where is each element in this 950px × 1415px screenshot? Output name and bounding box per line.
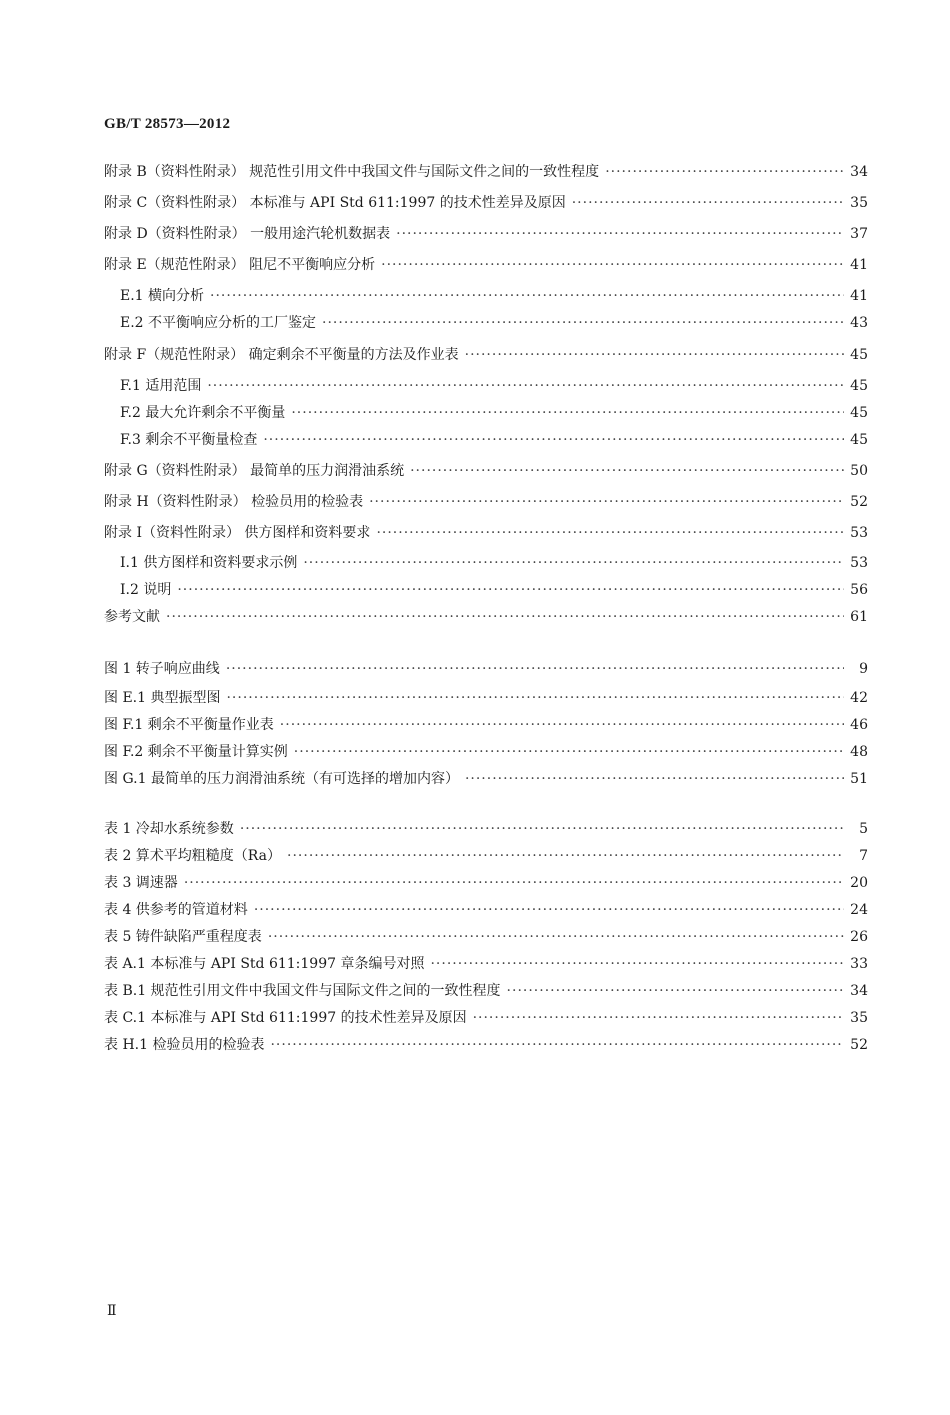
- toc-entry-page: 50: [850, 463, 868, 479]
- toc-entry-page: 7: [859, 848, 868, 864]
- toc-entry[interactable]: [120, 403, 868, 423]
- toc-entry-page: 42: [850, 690, 868, 706]
- toc-entry-page: 51: [850, 771, 868, 787]
- toc-entry[interactable]: [120, 286, 868, 306]
- toc-entry-label: I.2 说明: [120, 582, 172, 598]
- toc-entry[interactable]: [104, 1035, 868, 1055]
- toc-entry-label: 表 3 调速器: [104, 875, 178, 891]
- dot-leader: [473, 1008, 844, 1028]
- dot-leader: [240, 819, 844, 839]
- toc-entry-label: 表 B.1 规范性引用文件中我国文件与国际文件之间的一致性程度: [104, 983, 501, 999]
- dot-leader: [210, 286, 844, 306]
- toc-entry-page: 33: [850, 956, 868, 972]
- dot-leader: [270, 1035, 844, 1055]
- dot-leader: [303, 553, 844, 573]
- dot-leader: [572, 193, 844, 213]
- toc-entry-page: 34: [850, 983, 868, 999]
- toc-entry[interactable]: [104, 345, 868, 365]
- toc-entry-page: 45: [850, 432, 868, 448]
- dot-leader: [294, 742, 844, 762]
- dot-leader: [268, 927, 844, 947]
- toc-entry-label: I.1 供方图样和资料要求示例: [120, 555, 298, 571]
- dot-leader: [396, 224, 844, 244]
- toc-entry-page: 37: [850, 226, 868, 242]
- toc-entry-label: 表 C.1 本标准与 API Std 611:1997 的技术性差异及原因: [104, 1010, 467, 1026]
- toc-entry-label: 附录 D（资料性附录） 一般用途汽轮机数据表: [104, 226, 391, 242]
- dot-leader: [410, 461, 844, 481]
- toc-entry-label: 图 G.1 最简单的压力润滑油系统（有可选择的增加内容）: [104, 771, 459, 787]
- dot-leader: [177, 580, 844, 600]
- dot-leader: [207, 376, 844, 396]
- toc-entry[interactable]: [104, 461, 868, 481]
- toc-entry-label: 图 E.1 典型振型图: [104, 690, 221, 706]
- dot-leader: [291, 403, 844, 423]
- toc-entry-page: 41: [850, 288, 868, 304]
- dot-leader: [605, 162, 844, 182]
- toc-entry-page: 46: [850, 717, 868, 733]
- toc-entry-page: 45: [850, 405, 868, 421]
- dot-leader: [369, 492, 844, 512]
- dot-leader: [507, 981, 844, 1001]
- toc-entry-page: 41: [850, 257, 868, 273]
- toc-entry-label: 附录 B（资料性附录） 规范性引用文件中我国文件与国际文件之间的一致性程度: [104, 164, 600, 180]
- dot-leader: [226, 688, 844, 708]
- document-code: GB/T 28573—2012: [104, 116, 231, 132]
- toc-entry-page: 52: [850, 1037, 868, 1053]
- toc-entry-label: F.2 最大允许剩余不平衡量: [120, 405, 286, 421]
- dot-leader: [465, 769, 844, 789]
- toc-entry[interactable]: [104, 927, 868, 947]
- dot-leader: [376, 523, 844, 543]
- toc-entry-page: 5: [859, 821, 868, 837]
- dot-leader: [287, 846, 844, 866]
- dot-leader: [381, 255, 844, 275]
- toc-entry[interactable]: [104, 954, 868, 974]
- toc-entry[interactable]: [104, 255, 868, 275]
- dot-leader: [166, 607, 844, 627]
- toc-entry-label: F.3 剩余不平衡量检查: [120, 432, 258, 448]
- toc-entry[interactable]: [120, 553, 868, 573]
- toc-entry-page: 53: [850, 525, 868, 541]
- dot-leader: [280, 715, 844, 735]
- toc-entry-label: F.1 适用范围: [120, 378, 202, 394]
- toc-entry-label: 图 F.1 剩余不平衡量作业表: [104, 717, 274, 733]
- toc-entry-label: 表 5 铸件缺陷严重程度表: [104, 929, 262, 945]
- toc-entry-label: 参考文献: [104, 609, 160, 625]
- toc-entry-label: 图 1 转子响应曲线: [104, 661, 220, 677]
- toc-entry-label: 表 2 算术平均粗糙度（Ra）: [104, 848, 282, 864]
- toc-entry[interactable]: [104, 715, 868, 735]
- toc-entry-page: 45: [850, 347, 868, 363]
- toc-entry[interactable]: [120, 580, 868, 600]
- toc-entry[interactable]: [120, 376, 868, 396]
- toc-entry[interactable]: [104, 769, 868, 789]
- toc-entry[interactable]: [104, 846, 868, 866]
- dot-leader: [263, 430, 844, 450]
- toc-entry-label: 表 H.1 检验员用的检验表: [104, 1037, 265, 1053]
- toc-entry-page: 34: [850, 164, 868, 180]
- dot-leader: [226, 659, 844, 679]
- toc-entry[interactable]: [104, 900, 868, 920]
- toc-entry-page: 9: [859, 661, 868, 677]
- page-number: Ⅱ: [107, 1303, 117, 1319]
- toc-entry[interactable]: [104, 224, 868, 244]
- toc-entry-page: 26: [850, 929, 868, 945]
- toc-entry[interactable]: [104, 873, 868, 893]
- toc-entry-page: 61: [850, 609, 868, 625]
- toc-entry-page: 53: [850, 555, 868, 571]
- toc-entry[interactable]: [104, 688, 868, 708]
- toc-entry-label: E.1 横向分析: [120, 288, 205, 304]
- toc-entry-label: 附录 H（资料性附录） 检验员用的检验表: [104, 494, 364, 510]
- toc-entry-page: 52: [850, 494, 868, 510]
- toc-entry-label: 附录 G（资料性附录） 最简单的压力润滑油系统: [104, 463, 405, 479]
- toc-entry-label: 附录 I（资料性附录） 供方图样和资料要求: [104, 525, 371, 541]
- toc-entry[interactable]: [120, 313, 868, 333]
- toc-entry[interactable]: [104, 193, 868, 213]
- toc-entry[interactable]: [104, 1008, 868, 1028]
- toc-entry-label: 图 F.2 剩余不平衡量计算实例: [104, 744, 288, 760]
- dot-leader: [254, 900, 844, 920]
- dot-leader: [430, 954, 844, 974]
- dot-leader: [465, 345, 844, 365]
- dot-leader: [322, 313, 844, 333]
- toc-entry-page: 48: [850, 744, 868, 760]
- toc-entry[interactable]: [104, 523, 868, 543]
- toc-entry-label: E.2 不平衡响应分析的工厂鉴定: [120, 315, 317, 331]
- toc-entry-page: 35: [850, 1010, 868, 1026]
- toc-entry-page: 24: [850, 902, 868, 918]
- toc-entry-label: 表 A.1 本标准与 API Std 611:1997 章条编号对照: [104, 956, 425, 972]
- toc-entry[interactable]: [104, 981, 868, 1001]
- toc-entry-label: 附录 F（规范性附录） 确定剩余不平衡量的方法及作业表: [104, 347, 459, 363]
- toc-entry-page: 43: [850, 315, 868, 331]
- toc-entry[interactable]: [104, 819, 868, 839]
- toc-entry[interactable]: [120, 430, 868, 450]
- toc-entry-label: 表 1 冷却水系统参数: [104, 821, 234, 837]
- toc-entry-label: 表 4 供参考的管道材料: [104, 902, 248, 918]
- toc-entry[interactable]: [104, 659, 868, 679]
- toc-entry-page: 45: [850, 378, 868, 394]
- toc-entry-label: 附录 E（规范性附录） 阻尼不平衡响应分析: [104, 257, 376, 273]
- toc-entry[interactable]: [104, 492, 868, 512]
- toc-entry-page: 56: [850, 582, 868, 598]
- dot-leader: [184, 873, 844, 893]
- toc-entry-label: 附录 C（资料性附录） 本标准与 API Std 611:1997 的技术性差异及原因: [104, 195, 566, 211]
- toc-entry[interactable]: [104, 742, 868, 762]
- toc-entry[interactable]: [104, 162, 868, 182]
- toc-entry-page: 20: [850, 875, 868, 891]
- toc-entry[interactable]: [104, 607, 868, 627]
- toc-entry-page: 35: [850, 195, 868, 211]
